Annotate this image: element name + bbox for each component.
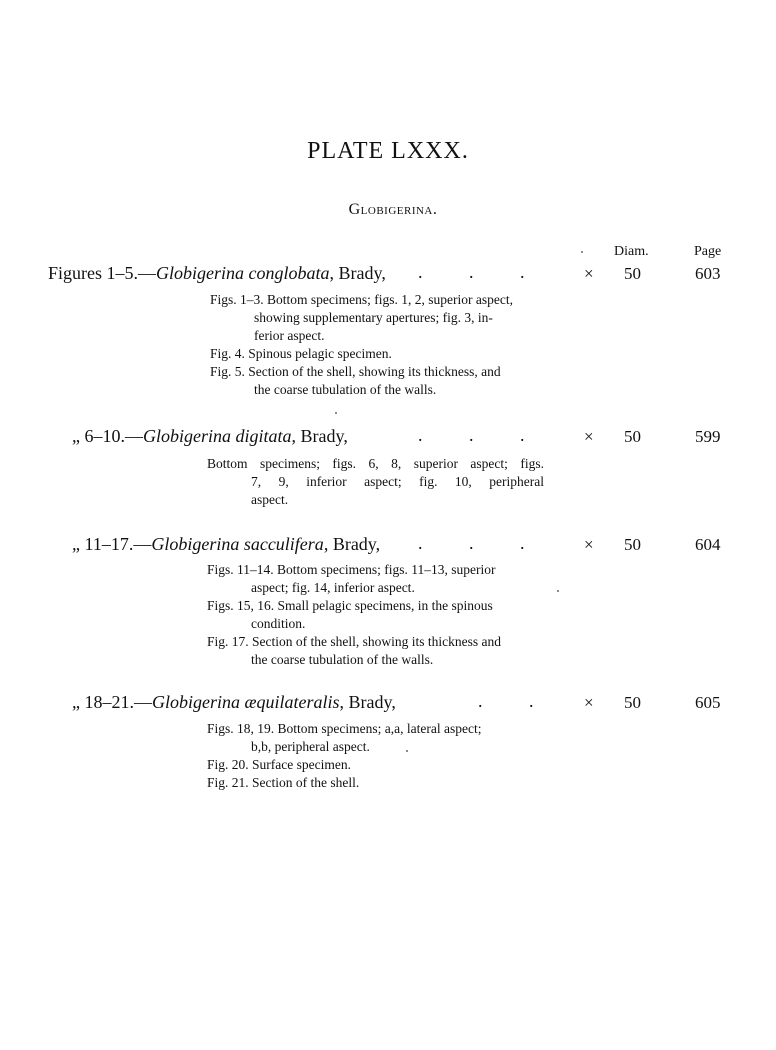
entry-prefix: Figures 1–5.— bbox=[48, 263, 156, 283]
scan-speck bbox=[406, 750, 408, 752]
plate-title: PLATE LXXX. bbox=[307, 138, 469, 164]
scan-speck bbox=[557, 590, 559, 592]
description-line: Figs. 15, 16. Small pelagic specimens, in the spinous bbox=[207, 598, 493, 613]
page-value: 605 bbox=[695, 693, 721, 712]
description-line: aspect. bbox=[251, 492, 289, 507]
page-value: 603 bbox=[695, 264, 721, 283]
description-line: Figs. 11–14. Bottom specimens; figs. 11–13, superior bbox=[207, 562, 496, 577]
leader-dots: . . . bbox=[418, 262, 525, 282]
author-name: , Brady, bbox=[323, 534, 381, 554]
description-line: aspect; fig. 14, inferior aspect. bbox=[251, 580, 415, 595]
species-name: Globigerina digitata bbox=[143, 426, 292, 446]
entry-heading bbox=[72, 692, 396, 713]
species-name: Globigerina sacculifera bbox=[151, 534, 324, 554]
entry-prefix: „ 18–21.— bbox=[72, 692, 152, 712]
page-value: 599 bbox=[695, 427, 721, 446]
entry-description bbox=[207, 561, 501, 669]
entry-description bbox=[207, 720, 481, 792]
description-line: the coarse tubulation of the walls. bbox=[251, 652, 434, 667]
page-column-header: Page bbox=[694, 244, 722, 259]
author-name: , Brady, bbox=[291, 426, 348, 446]
magnification-cross: × bbox=[584, 264, 594, 283]
entry-description bbox=[207, 455, 544, 509]
description-line: Bottom specimens; figs. 6, 8, superior aspect; figs. bbox=[207, 456, 544, 471]
magnification-cross: × bbox=[584, 693, 594, 712]
description-line: Fig. 17. Section of the shell, showing its thickness and bbox=[207, 634, 501, 649]
description-line: 7, 9, inferior aspect; fig. 10, peripheral bbox=[251, 474, 544, 489]
author-name: , Brady, bbox=[339, 692, 396, 712]
description-line: Fig. 20. Surface specimen. bbox=[207, 757, 351, 772]
description-line: Figs. 1–3. Bottom specimens; figs. 1, 2, superior aspect, bbox=[210, 292, 513, 307]
magnification-cross: × bbox=[584, 535, 594, 554]
author-name: , Brady, bbox=[329, 263, 386, 283]
entry-heading bbox=[48, 263, 386, 284]
species-name: Globigerina æquilateralis bbox=[152, 692, 340, 712]
diam-value: 50 bbox=[624, 535, 641, 554]
description-line: Fig. 21. Section of the shell. bbox=[207, 775, 360, 790]
diam-column-header: Diam. bbox=[614, 244, 649, 259]
description-line: Figs. 18, 19. Bottom specimens; a,a, lateral aspect; bbox=[207, 721, 482, 736]
description-line: showing supplementary apertures; fig. 3, in- bbox=[254, 310, 493, 325]
entry-prefix: „ 11–17.— bbox=[72, 534, 152, 554]
entry-prefix: „ 6–10.— bbox=[72, 426, 143, 446]
description-line: Fig. 4. Spinous pelagic specimen. bbox=[210, 346, 392, 361]
entry-description bbox=[210, 291, 513, 399]
leader-dots: . . bbox=[478, 691, 534, 711]
description-line: b,b, peripheral aspect. bbox=[251, 739, 370, 754]
description-line: ferior aspect. bbox=[254, 328, 325, 343]
scan-speck bbox=[335, 412, 337, 414]
entry-heading bbox=[72, 534, 380, 555]
species-name: Globigerina conglobata bbox=[156, 263, 330, 283]
leader-dots: . . . bbox=[418, 425, 525, 445]
diam-value: 50 bbox=[624, 427, 641, 446]
scan-speck bbox=[581, 251, 583, 253]
genus-heading: Globigerina. bbox=[348, 201, 438, 218]
entry-heading bbox=[72, 426, 348, 447]
magnification-cross: × bbox=[584, 427, 594, 446]
diam-value: 50 bbox=[624, 264, 641, 283]
page-value: 604 bbox=[695, 535, 721, 554]
description-line: the coarse tubulation of the walls. bbox=[254, 382, 437, 397]
description-line: Fig. 5. Section of the shell, showing its thickness, and bbox=[210, 364, 501, 379]
description-line: condition. bbox=[251, 616, 306, 631]
leader-dots: . . . bbox=[418, 533, 525, 553]
diam-value: 50 bbox=[624, 693, 641, 712]
